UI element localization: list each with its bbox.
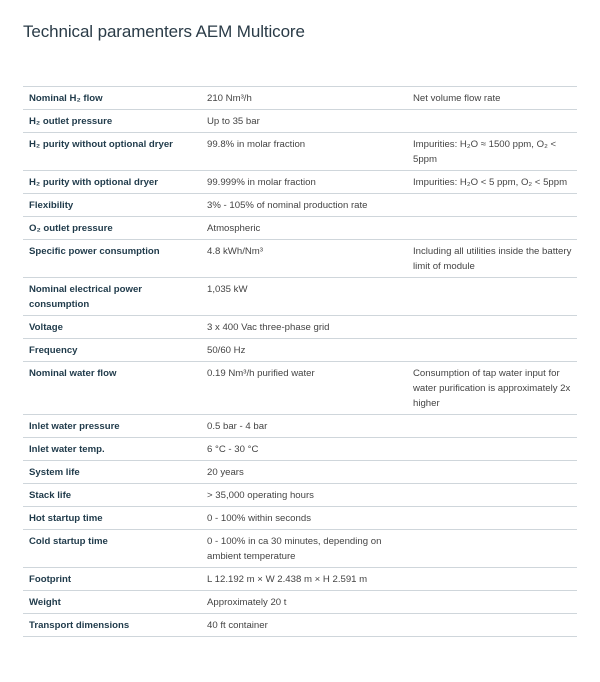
- note-cell: [407, 591, 577, 614]
- table-row: [23, 568, 577, 591]
- table-row: [23, 171, 577, 194]
- table-row: [23, 110, 577, 133]
- value-cell: 40 ft container: [201, 614, 407, 637]
- note-cell: [407, 316, 577, 339]
- value-cell: Approximately 20 t: [201, 591, 407, 614]
- param-cell: H₂ purity with optional dryer: [23, 171, 201, 194]
- value-cell: Atmospheric: [201, 217, 407, 240]
- table-row: [23, 438, 577, 461]
- param-cell: H₂ purity without optional dryer: [23, 133, 201, 171]
- note-cell: Net volume flow rate: [407, 87, 577, 110]
- value-cell: 50/60 Hz: [201, 339, 407, 362]
- table-row: [23, 530, 577, 568]
- table-row: [23, 133, 577, 171]
- note-cell: [407, 484, 577, 507]
- param-cell: Nominal water flow: [23, 362, 201, 415]
- note-cell: [407, 438, 577, 461]
- page-title: Technical paramenters AEM Multicore: [23, 22, 305, 41]
- note-cell: Impurities: H₂O ≈ 1500 ppm, O₂ < 5ppm: [407, 133, 577, 171]
- note-cell: [407, 568, 577, 591]
- param-cell: Cold startup time: [23, 530, 201, 568]
- value-cell: > 35,000 operating hours: [201, 484, 407, 507]
- value-cell: L 12.192 m × W 2.438 m × H 2.591 m: [201, 568, 407, 591]
- table-row: [23, 362, 577, 415]
- value-cell: 99.999% in molar fraction: [201, 171, 407, 194]
- value-cell: 99.8% in molar fraction: [201, 133, 407, 171]
- value-cell: 4.8 kWh/Nm³: [201, 240, 407, 278]
- note-cell: [407, 614, 577, 637]
- value-cell: 3% - 105% of nominal production rate: [201, 194, 407, 217]
- note-cell: Including all utilities inside the battery limit of module: [407, 240, 577, 278]
- value-cell: 6 °C - 30 °C: [201, 438, 407, 461]
- table-row: [23, 240, 577, 278]
- note-cell: [407, 507, 577, 530]
- table-row: [23, 484, 577, 507]
- table-row: [23, 194, 577, 217]
- note-cell: [407, 461, 577, 484]
- note-cell: [407, 110, 577, 133]
- note-cell: [407, 415, 577, 438]
- table-row: [23, 278, 577, 316]
- table-row: [23, 591, 577, 614]
- note-cell: [407, 278, 577, 316]
- param-cell: O₂ outlet pressure: [23, 217, 201, 240]
- note-cell: [407, 217, 577, 240]
- param-cell: Specific power consumption: [23, 240, 201, 278]
- param-cell: Frequency: [23, 339, 201, 362]
- param-cell: Voltage: [23, 316, 201, 339]
- value-cell: 20 years: [201, 461, 407, 484]
- table-row: [23, 87, 577, 110]
- value-cell: 0 - 100% in ca 30 minutes, depending on ambient temperature: [201, 530, 407, 568]
- param-cell: System life: [23, 461, 201, 484]
- table-row: [23, 415, 577, 438]
- value-cell: 1,035 kW: [201, 278, 407, 316]
- note-cell: [407, 339, 577, 362]
- table-row: [23, 461, 577, 484]
- value-cell: 0 - 100% within seconds: [201, 507, 407, 530]
- table-row: [23, 507, 577, 530]
- note-cell: Consumption of tap water input for water purification is approximately 2x higher: [407, 362, 577, 415]
- table-row: [23, 316, 577, 339]
- param-cell: Transport dimensions: [23, 614, 201, 637]
- value-cell: 210 Nm³/h: [201, 87, 407, 110]
- value-cell: Up to 35 bar: [201, 110, 407, 133]
- param-cell: Weight: [23, 591, 201, 614]
- value-cell: 3 x 400 Vac three-phase grid: [201, 316, 407, 339]
- spec-table-body: [23, 87, 577, 637]
- table-row: [23, 614, 577, 637]
- param-cell: Nominal electrical power consumption: [23, 278, 201, 316]
- value-cell: 0.5 bar - 4 bar: [201, 415, 407, 438]
- param-cell: Inlet water pressure: [23, 415, 201, 438]
- note-cell: Impurities: H₂O < 5 ppm, O₂ < 5ppm: [407, 171, 577, 194]
- param-cell: Hot startup time: [23, 507, 201, 530]
- param-cell: Stack life: [23, 484, 201, 507]
- param-cell: Flexibility: [23, 194, 201, 217]
- param-cell: Footprint: [23, 568, 201, 591]
- note-cell: [407, 194, 577, 217]
- spec-table: [23, 86, 577, 637]
- param-cell: Nominal H₂ flow: [23, 87, 201, 110]
- note-cell: [407, 530, 577, 568]
- table-row: [23, 217, 577, 240]
- param-cell: Inlet water temp.: [23, 438, 201, 461]
- param-cell: H₂ outlet pressure: [23, 110, 201, 133]
- table-row: [23, 339, 577, 362]
- value-cell: 0.19 Nm³/h purified water: [201, 362, 407, 415]
